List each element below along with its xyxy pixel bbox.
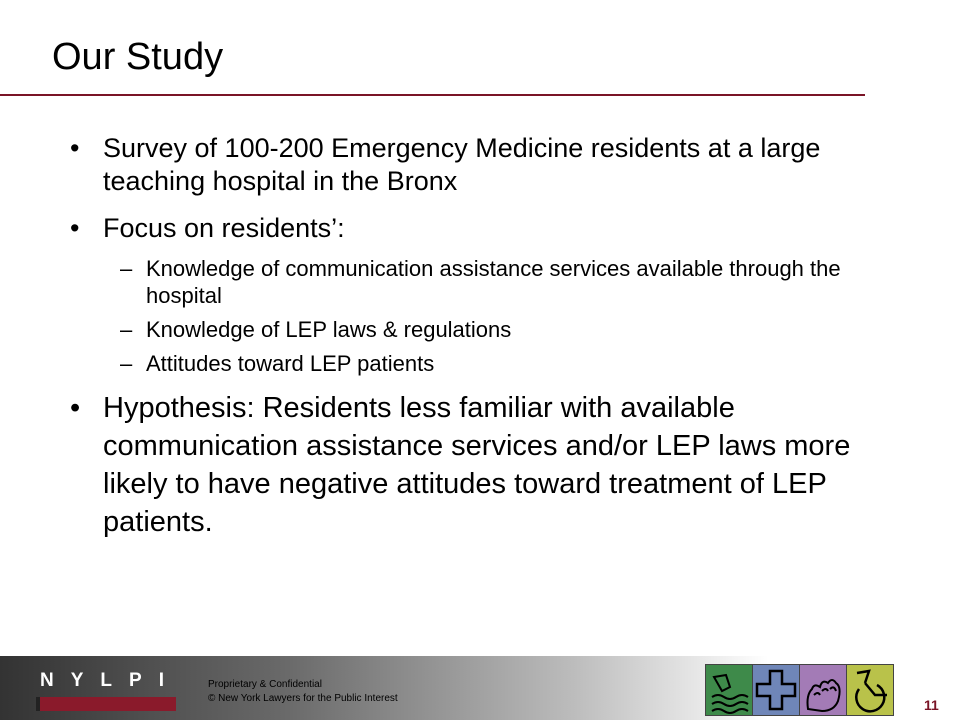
bullet-mark: • xyxy=(70,133,80,163)
sub-bullet-knowledge-laws xyxy=(70,316,860,343)
logo-letter: I xyxy=(158,670,164,691)
sub-bullet-mark: – xyxy=(120,317,133,342)
logo-letter: Y xyxy=(70,670,84,691)
bullet-text: Survey of 100-200 Emergency Medicine residents at a large teaching hospital in the Bronx xyxy=(103,133,821,196)
footer-text xyxy=(208,678,398,706)
wheelchair-icon xyxy=(847,665,893,715)
sub-bullet-text: Knowledge of LEP laws & regulations xyxy=(146,317,512,342)
bullet-survey xyxy=(70,132,860,198)
logo-bar xyxy=(36,697,176,711)
logo-letter: N xyxy=(40,670,54,691)
copyright-notice: © New York Lawyers for the Public Interest xyxy=(208,693,398,704)
sub-bullet-mark: – xyxy=(120,351,133,376)
nylpi-logo xyxy=(40,670,164,692)
sub-bullet-text: Attitudes toward LEP patients xyxy=(146,351,435,376)
bullet-focus xyxy=(70,212,860,245)
bullet-hypothesis xyxy=(70,389,860,541)
sub-bullet-list xyxy=(70,255,860,377)
sub-bullet-mark: – xyxy=(120,256,133,281)
page-number: 11 xyxy=(924,697,939,713)
bullet-mark: • xyxy=(70,392,81,424)
sub-bullet-text: Knowledge of communication assistance services available through the hospital xyxy=(146,256,841,308)
logo-letter: L xyxy=(100,670,113,691)
medical-cross-icon xyxy=(753,665,800,715)
bullet-text: Focus on residents’: xyxy=(103,213,345,243)
slide-content xyxy=(70,132,860,555)
hands-icon xyxy=(800,665,847,715)
sub-bullet-knowledge-services xyxy=(70,255,860,309)
slide-title: Our Study xyxy=(52,36,224,78)
bullet-mark: • xyxy=(70,213,80,243)
confidential-notice: Proprietary & Confidential xyxy=(208,679,322,690)
icon-strip xyxy=(705,664,894,716)
bullet-text: Hypothesis: Residents less familiar with available communication assistance services and/or LEP laws more likely to have negative attitudes toward treatment of LEP patients. xyxy=(103,392,851,538)
title-divider xyxy=(0,94,865,96)
pool-icon xyxy=(706,665,753,715)
logo-letter: P xyxy=(129,670,142,691)
sub-bullet-attitudes xyxy=(70,350,860,377)
